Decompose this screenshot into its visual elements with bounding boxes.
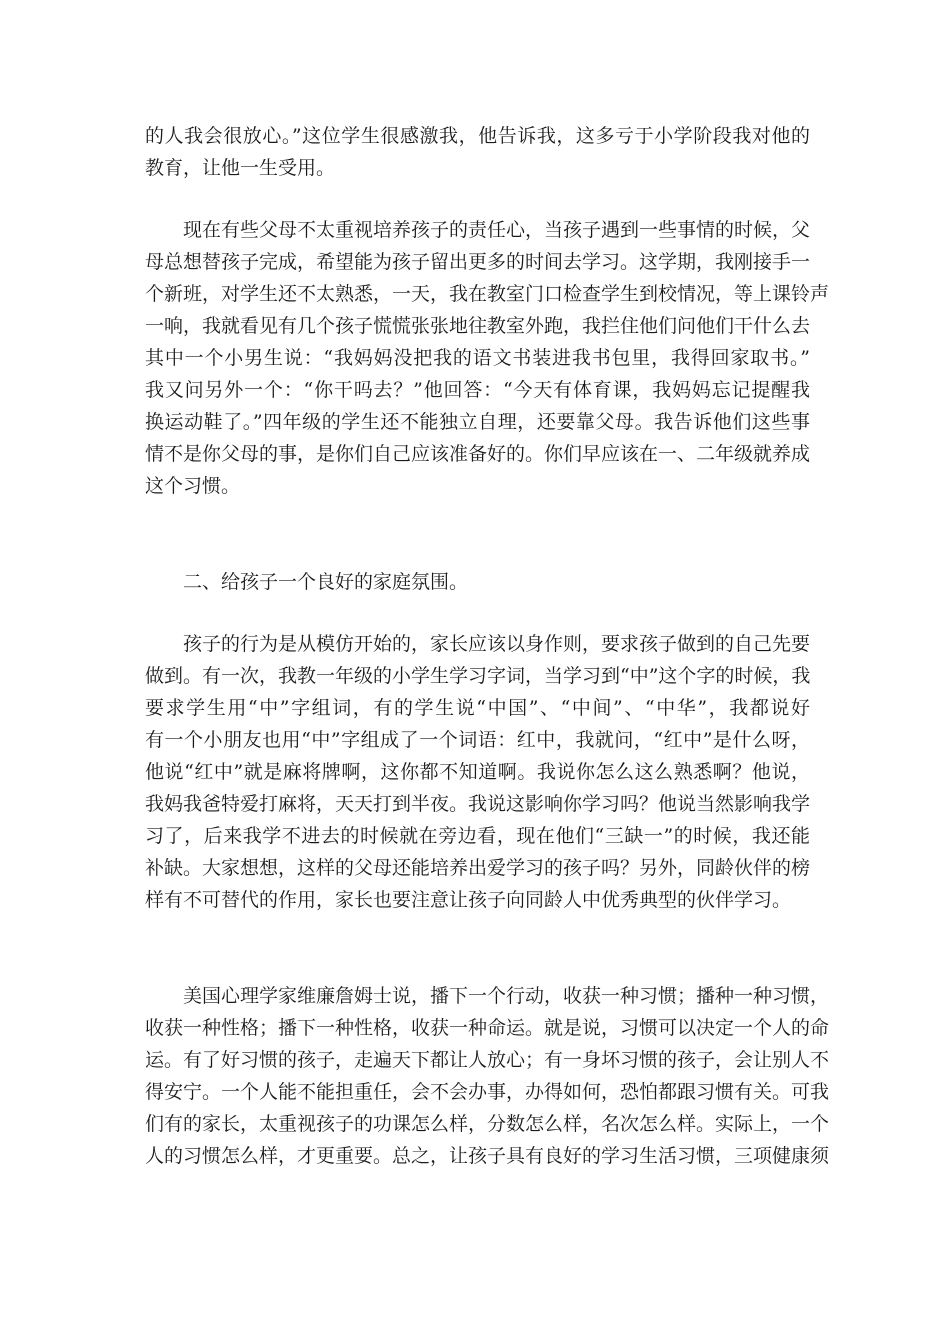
text-line: 做到。有一次，我教一年级的小学生学习字词，当学习到“中”这个字的时候，我 xyxy=(145,665,811,687)
text-line: 教育，让他一生受用。 xyxy=(145,157,336,179)
text-line: 美国心理学家维廉詹姆士说，播下一个行动，收获一种习惯；播种一种习惯， xyxy=(145,985,830,1007)
text-line: 人的习惯怎么样，才更重要。总之，让孩子具有良好的学习生活习惯，三项健康须 xyxy=(145,1145,830,1167)
paragraph-3 xyxy=(145,628,810,916)
text-line: 这个习惯。 xyxy=(145,475,241,497)
text-line: 的人我会很放心。”这位学生很感激我，他告诉我，这多亏于小学阶段我对他的 xyxy=(145,125,810,147)
text-line: 母总想替孩子完成，希望能为孩子留出更多的时间去学习。这学期，我刚接手一 xyxy=(145,251,811,273)
text-line: 我妈我爸特爱打麻将，天天打到半夜。我说这影响你学习吗？他说当然影响我学 xyxy=(145,793,811,815)
text-line: 他说“红中”就是麻将牌啊，这你都不知道啊。我说你怎么这么熟悉啊？他说， xyxy=(145,761,810,783)
text-line: 运。有了好习惯的孩子，走遍天下都让人放心；有一身坏习惯的孩子，会让别人不 xyxy=(145,1049,830,1071)
text-line: 其中一个小男生说：“我妈妈没把我的语文书装进我书包里，我得回家取书。” xyxy=(145,347,810,369)
text-line: 我又问另外一个：“你干吗去？”他回答：“今天有体育课，我妈妈忘记提醒我 xyxy=(145,379,810,401)
text-line: 孩子的行为是从模仿开始的，家长应该以身作则，要求孩子做到的自己先要 xyxy=(145,633,811,655)
text-line: 有一个小朋友也用“中”字组成了一个词语：红中，我就问，“红中”是什么呀， xyxy=(145,729,810,751)
section-heading xyxy=(145,566,810,598)
text-line: 样有不可替代的作用，家长也要注意让孩子向同龄人中优秀典型的伙伴学习。 xyxy=(145,889,792,911)
paragraph-2 xyxy=(145,214,830,502)
paragraph-1 xyxy=(145,120,810,184)
text-line: 个新班，对学生还不太熟悉，一天，我在教室门口检查学生到校情况，等上课铃声 xyxy=(145,283,830,305)
text-line: 一响，我就看见有几个孩子慌慌张张地往教室外跑，我拦住他们问他们干什么去 xyxy=(145,315,811,337)
text-line: 们有的家长，太重视孩子的功课怎么样，分数怎么样，名次怎么样。实际上，一个 xyxy=(145,1113,830,1135)
text-line: 换运动鞋了。”四年级的学生还不能独立自理，还要靠父母。我告诉他们这些事 xyxy=(145,411,810,433)
text-line: 习了，后来我学不进去的时候就在旁边看，现在他们“三缺一”的时候，我还能 xyxy=(145,825,810,847)
text-line: 要求学生用“中”字组词，有的学生说“中国”、“中间”、“中华”，我都说好 xyxy=(145,697,810,719)
text-line: 得安宁。一个人能不能担重任，会不会办事，办得如何，恐怕都跟习惯有关。可我 xyxy=(145,1081,830,1103)
text-line: 二、给孩子一个良好的家庭氛围。 xyxy=(145,571,469,593)
text-line: 情不是你父母的事，是你们自己应该准备好的。你们早应该在一、二年级就养成 xyxy=(145,443,811,465)
paragraph-4 xyxy=(145,980,830,1172)
text-line: 补缺。大家想想，这样的父母还能培养出爱学习的孩子吗？另外，同龄伙伴的榜 xyxy=(145,857,811,879)
text-line: 现在有些父母不太重视培养孩子的责任心，当孩子遇到一些事情的时候，父 xyxy=(145,219,811,241)
text-line: 收获一种性格；播下一种性格，收获一种命运。就是说，习惯可以决定一个人的命 xyxy=(145,1017,830,1039)
